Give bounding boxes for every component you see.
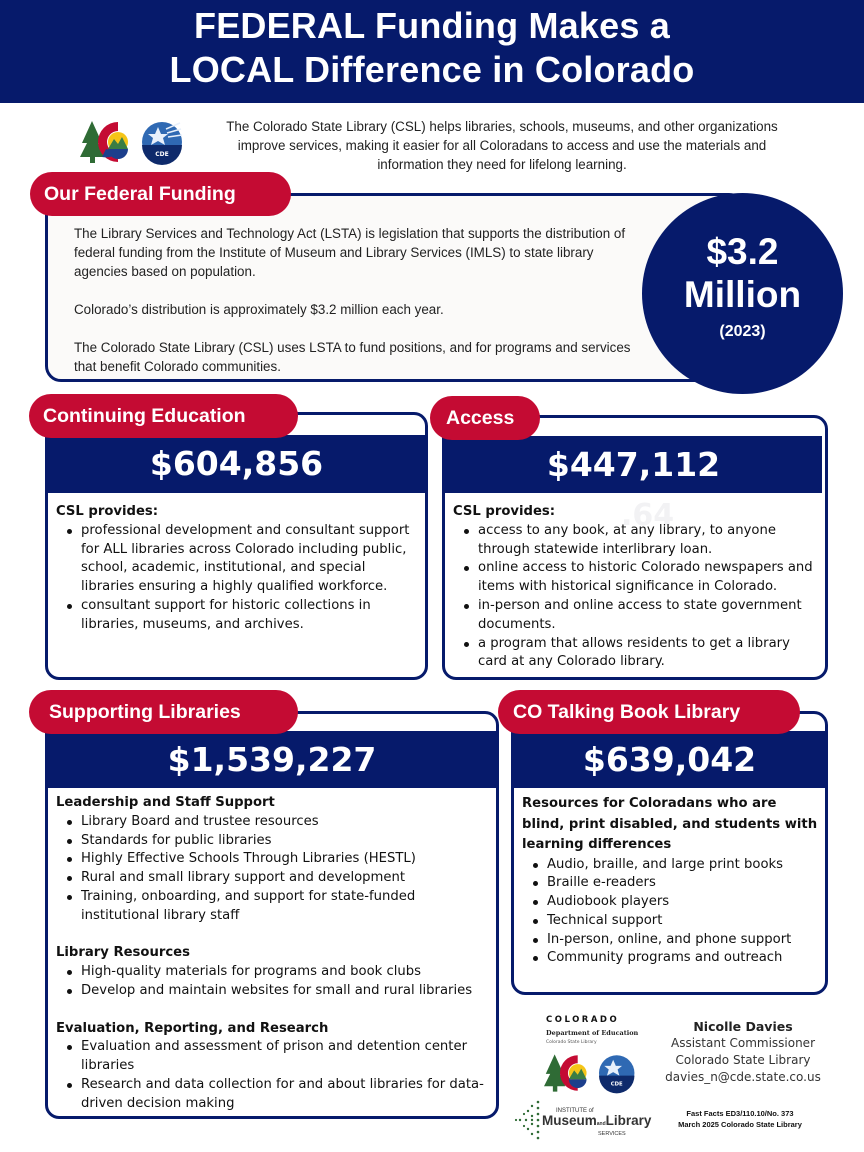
supporting-libraries-label: Supporting Libraries [29, 690, 298, 734]
intro-text: The Colorado State Library (CSL) helps libraries, schools, museums, and other organizations improve services, making it easier for all Coloradans to access and use the materials and information they need for lifelong learning. [226, 119, 778, 172]
federal-paragraph: Colorado’s distribution is approximately $3.2 million each year. [74, 302, 444, 317]
watermark-artifact: .64 [621, 498, 675, 533]
list-item: Develop and maintain websites for small and rural libraries [81, 982, 490, 1001]
list-item: Standards for public libraries [81, 832, 490, 851]
title-banner [0, 0, 864, 103]
colorado-c-logo-icon [80, 119, 186, 165]
talking-book-body [522, 794, 819, 968]
supporting-libraries-card [45, 711, 499, 1119]
svg-text:CDE: CDE [610, 1081, 623, 1088]
supporting-libraries-body [56, 794, 490, 1114]
continuing-education-label: Continuing Education [29, 394, 298, 438]
continuing-education-body [56, 503, 419, 635]
contact-block [658, 1018, 828, 1086]
cde-wordmark: COLORADO [546, 1015, 620, 1025]
federal-paragraph: The Library Services and Technology Act (LSTA) is legislation that supports the distribution of federal funding from the Institute of Museum and Library Services (IMLS) to state library agencies based on population. [74, 226, 626, 279]
talking-book-label: CO Talking Book Library [498, 690, 800, 734]
list-item: Evaluation and assessment of prison and detention center libraries [81, 1038, 490, 1076]
total-amount: $3.2 [706, 231, 779, 272]
fast-facts-date: March 2025 Colorado State Library [678, 1120, 802, 1129]
contact-email[interactable]: davies_n@cde.state.co.us [665, 1070, 821, 1084]
section-heading: CSL provides: [453, 504, 556, 519]
imls-library: Library [605, 1113, 652, 1128]
list-item: professional development and consultant support for ALL libraries across Colorado including public, school, academic, institutional, and special libraries ensuring a highly qualified workforce. [81, 522, 419, 597]
list-item: access to any book, at any library, to anyone through statewide interlibrary loan. [478, 522, 819, 560]
access-card [442, 415, 828, 680]
fast-facts-note [660, 1108, 820, 1130]
fast-facts-id: Fast Facts ED3/110.10/No. 373 [686, 1109, 794, 1118]
federal-paragraph: The Colorado State Library (CSL) uses LSTA to fund positions, and for programs and services that benefit Colorado communities. [74, 340, 631, 374]
list-item: Braille e-readers [547, 874, 819, 893]
bullet-list [522, 856, 819, 969]
federal-funding-text [74, 224, 634, 395]
total-funding-circle [642, 193, 843, 394]
section-heading: CSL provides: [56, 504, 159, 519]
imls-wordmark [542, 1108, 651, 1137]
access-label: Access [430, 396, 540, 440]
talking-book-card [511, 711, 828, 995]
list-item: Rural and small library support and development [81, 869, 490, 888]
footer-logos [512, 1010, 652, 1150]
contact-title: Assistant Commissioner [670, 1036, 816, 1050]
cde-logo-icon [544, 1052, 638, 1094]
supporting-libraries-amount: $1,539,227 [48, 731, 496, 788]
list-item: In-person, online, and phone support [547, 931, 819, 950]
list-item: Training, onboarding, and support for state-funded institutional library staff [81, 888, 490, 926]
access-body [453, 503, 819, 672]
bullet-list [56, 963, 490, 1001]
list-item: a program that allows residents to get a library card at any Colorado library. [478, 635, 819, 673]
bullet-list [56, 813, 490, 926]
spacer [56, 1001, 490, 1020]
bullet-list [56, 1038, 490, 1113]
continuing-education-card [45, 412, 428, 680]
list-item: Audiobook players [547, 893, 819, 912]
list-item: in-person and online access to state government documents. [478, 597, 819, 635]
svg-text:CDE: CDE [155, 151, 169, 158]
spacer [56, 926, 490, 945]
section-heading: Resources for Coloradans who are blind, print disabled, and students with learning differences [522, 796, 818, 852]
contact-name: Nicolle Davies [693, 1019, 793, 1034]
contact-org: Colorado State Library [675, 1053, 811, 1067]
cde-subtitle: Colorado State Library [546, 1040, 597, 1045]
list-item: High-quality materials for programs and book clubs [81, 963, 490, 982]
talking-book-amount: $639,042 [514, 731, 825, 788]
bullet-list [56, 522, 419, 635]
continuing-education-amount: $604,856 [48, 435, 425, 493]
federal-funding-label: Our Federal Funding [30, 172, 291, 216]
list-item: Audio, braille, and large print books [547, 856, 819, 875]
section-heading: Evaluation, Reporting, and Research [56, 1020, 329, 1036]
list-item: Research and data collection for and about libraries for data- driven decision making [81, 1076, 490, 1114]
access-amount: $447,112 [445, 436, 822, 493]
bullet-list [453, 522, 819, 672]
section-heading: Library Resources [56, 945, 190, 961]
total-year: (2023) [719, 323, 766, 340]
list-item: Library Board and trustee resources [81, 813, 490, 832]
list-item: online access to historic Colorado newspapers and items with historical significance in Colorado. [478, 559, 819, 597]
imls-services: SERVICES [598, 1131, 626, 1137]
imls-institute: INSTITUTE of [556, 1108, 594, 1114]
imls-and: and [596, 1121, 606, 1127]
imls-museum: Museum [542, 1113, 597, 1128]
colorado-cde-logo [80, 119, 186, 165]
section-heading: Leadership and Staff Support [56, 795, 275, 810]
list-item: Community programs and outreach [547, 949, 819, 968]
title-line-2: LOCAL Difference in Colorado [169, 49, 695, 90]
list-item: consultant support for historic collections in libraries, museums, and archives. [81, 597, 419, 635]
title-line-1: FEDERAL Funding Makes a [194, 5, 670, 46]
list-item: Technical support [547, 912, 819, 931]
cde-department: Department of Education [546, 1029, 639, 1037]
list-item: Highly Effective Schools Through Libraries (HESTL) [81, 850, 490, 869]
total-unit: Million [683, 274, 802, 315]
